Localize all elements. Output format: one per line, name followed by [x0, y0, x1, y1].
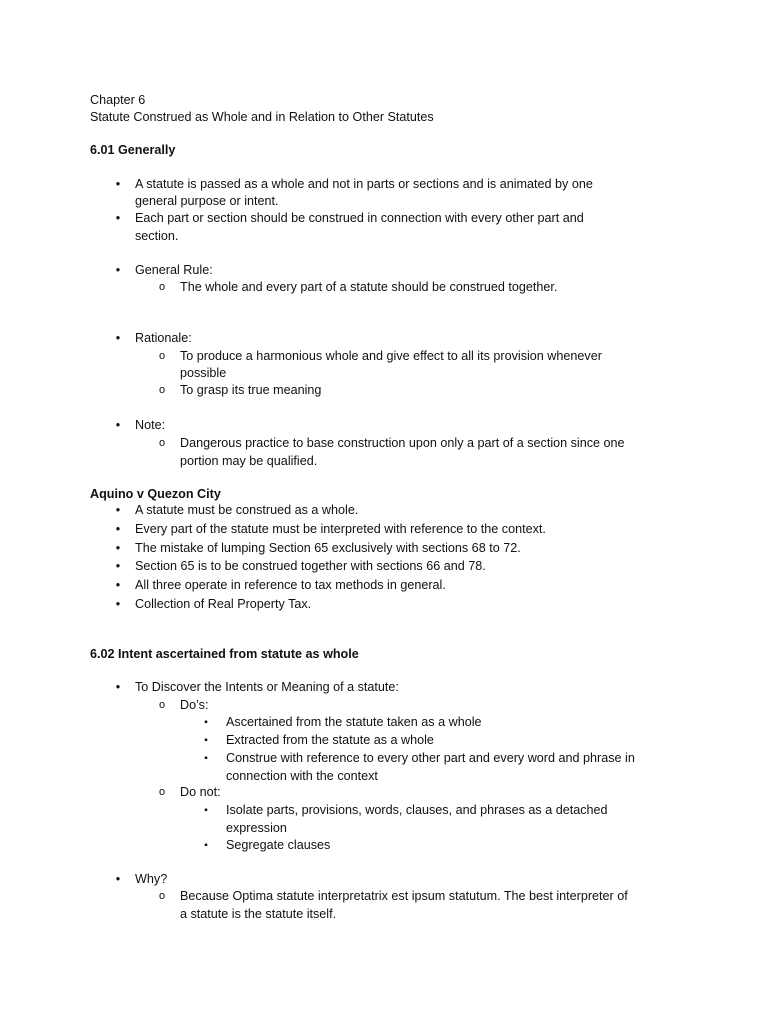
bullet-disc: • — [115, 331, 121, 345]
list-item-text: The mistake of lumping Section 65 exclusively with sections 68 to 72. — [135, 541, 521, 555]
bullet-square: ▪ — [204, 805, 208, 816]
bullet-disc: • — [115, 578, 121, 592]
bullet-disc: • — [115, 211, 121, 225]
bullet-disc: • — [115, 418, 121, 432]
bullet-circle: o — [158, 437, 166, 449]
bullet-square: ▪ — [204, 753, 208, 764]
chapter-title: Statute Construed as Whole and in Relation to Other Statutes — [90, 110, 434, 124]
list-item-text: Do’s: — [180, 698, 209, 712]
bullet-disc: • — [115, 522, 121, 536]
case-heading: Aquino v Quezon City — [90, 487, 221, 501]
list-item-text: Section 65 is to be construed together with sections 66 and 78. — [135, 559, 486, 573]
list-item-text: possible — [180, 366, 227, 380]
bullet-disc: • — [115, 263, 121, 277]
bullet-circle: o — [158, 786, 166, 798]
list-item-text: Every part of the statute must be interpreted with reference to the context. — [135, 522, 546, 536]
list-item-text: a statute is the statute itself. — [180, 907, 337, 921]
bullet-disc: • — [115, 872, 121, 886]
list-item-text: A statute is passed as a whole and not in parts or sections and is animated by one — [135, 177, 593, 191]
list-item-text: Do not: — [180, 785, 221, 799]
list-item-text: Because Optima statute interpretatrix est ipsum statutum. The best interpreter of — [180, 889, 628, 903]
bullet-circle: o — [158, 890, 166, 902]
list-item-text: Extracted from the statute as a whole — [226, 733, 434, 747]
bullet-disc: • — [115, 559, 121, 573]
bullet-circle: o — [158, 350, 166, 362]
list-item-text: To grasp its true meaning — [180, 383, 322, 397]
list-item-text: Why? — [135, 872, 168, 886]
list-item-text: Construe with reference to every other part and every word and phrase in — [226, 751, 635, 765]
list-item-text: expression — [226, 821, 287, 835]
list-item-text: Collection of Real Property Tax. — [135, 597, 312, 611]
section-601-heading: 6.01 Generally — [90, 143, 176, 157]
list-item-text: Each part or section should be construed in connection with every other part and — [135, 211, 584, 225]
list-item-text: Isolate parts, provisions, words, clauses, and phrases as a detached — [226, 803, 608, 817]
list-item-text: General Rule: — [135, 263, 213, 277]
bullet-circle: o — [158, 384, 166, 396]
bullet-circle: o — [158, 281, 166, 293]
bullet-circle: o — [158, 699, 166, 711]
bullet-disc: • — [115, 680, 121, 694]
list-item-text: To Discover the Intents or Meaning of a statute: — [135, 680, 399, 694]
list-item-text: section. — [135, 229, 179, 243]
bullet-disc: • — [115, 541, 121, 555]
list-item-text: general purpose or intent. — [135, 194, 279, 208]
list-item-text: The whole and every part of a statute should be construed together. — [180, 280, 558, 294]
list-item-text: connection with the context — [226, 769, 378, 783]
list-item-text: Dangerous practice to base construction upon only a part of a section since one — [180, 436, 625, 450]
chapter-number: Chapter 6 — [90, 93, 146, 107]
list-item-text: Segregate clauses — [226, 838, 331, 852]
section-602-heading: 6.02 Intent ascertained from statute as whole — [90, 647, 359, 661]
bullet-disc: • — [115, 177, 121, 191]
bullet-square: ▪ — [204, 717, 208, 728]
list-item-text: Ascertained from the statute taken as a whole — [226, 715, 482, 729]
list-item-text: A statute must be construed as a whole. — [135, 503, 359, 517]
bullet-square: ▪ — [204, 735, 208, 746]
bullet-disc: • — [115, 503, 121, 517]
list-item-text: portion may be qualified. — [180, 454, 318, 468]
list-item-text: Rationale: — [135, 331, 192, 345]
bullet-disc: • — [115, 597, 121, 611]
bullet-square: ▪ — [204, 840, 208, 851]
list-item-text: Note: — [135, 418, 166, 432]
list-item-text: All three operate in reference to tax methods in general. — [135, 578, 446, 592]
list-item-text: To produce a harmonious whole and give effect to all its provision whenever — [180, 349, 602, 363]
